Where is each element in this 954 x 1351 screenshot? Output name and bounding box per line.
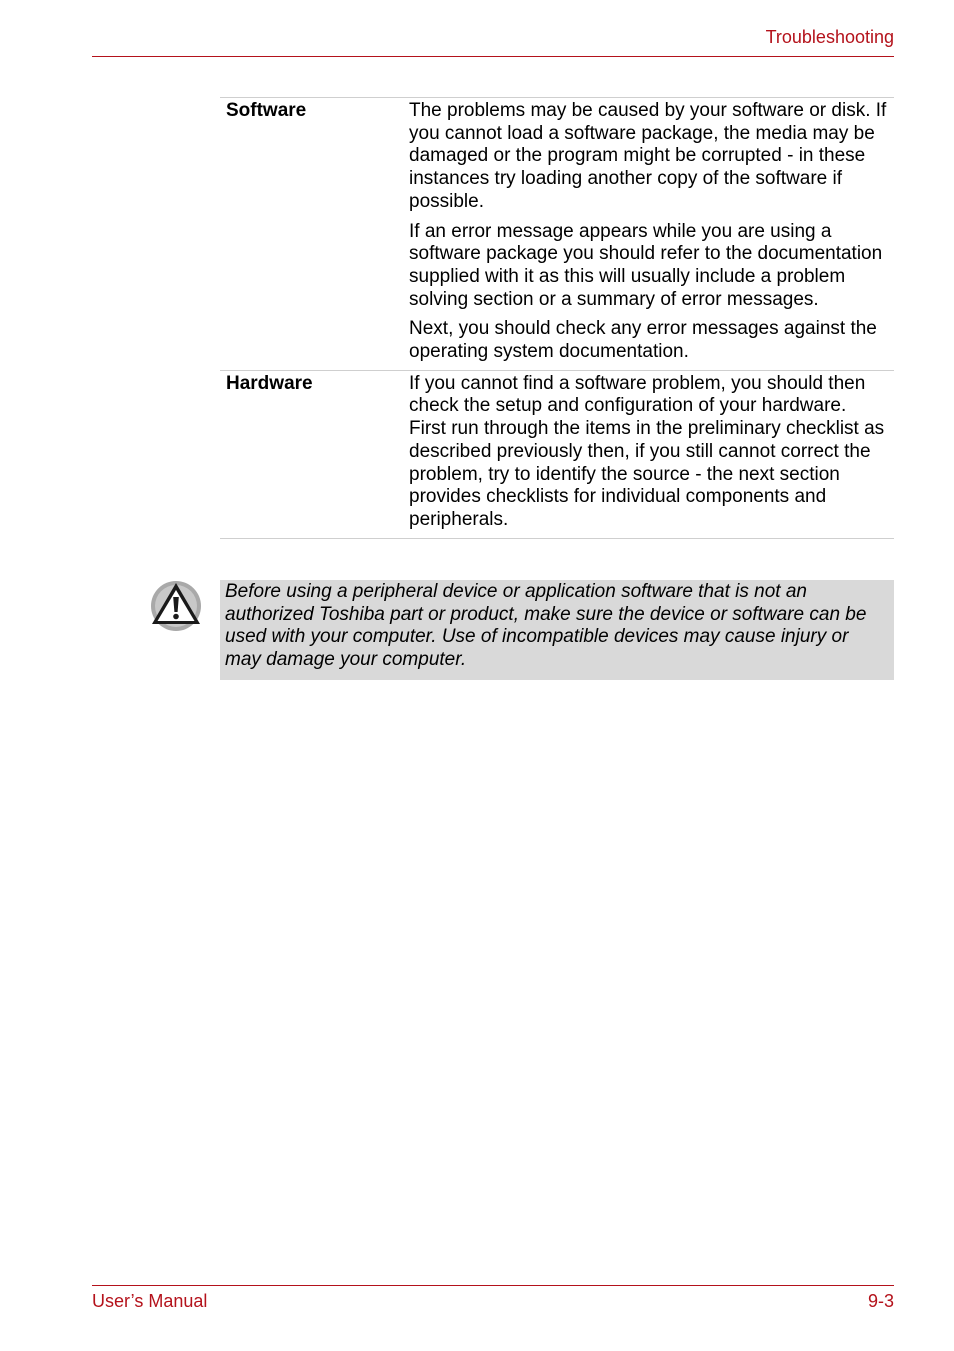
table-row-hardware — [220, 370, 894, 538]
description-paragraph: Next, you should check any error messages against the operating system documentation. — [409, 318, 877, 363]
table-row-software — [220, 98, 894, 371]
description-paragraph: If an error message appears while you are using a software package you should refer to the documentation supplied with it as this will usually include a problem solving section or a summary of error messages. — [409, 220, 883, 310]
footer-divider — [92, 1285, 894, 1286]
warning-text: Before using a peripheral device or application software that is not an authorized Toshiba part or product, make sure the device or software can be used with your computer. Use of incompatible devices may cause injury or may damage your computer. — [225, 581, 867, 671]
page-number: 9-3 — [867, 1291, 894, 1311]
warning-note — [220, 580, 894, 680]
section-title: Troubleshooting — [765, 27, 894, 47]
warning-triangle-icon — [150, 580, 202, 632]
footer-manual-title: User’s Manual — [92, 1291, 208, 1311]
troubleshooting-table — [220, 97, 894, 539]
row-description — [409, 98, 894, 371]
row-label: Hardware — [226, 372, 313, 394]
row-label: Software — [226, 100, 307, 121]
header-divider — [92, 56, 894, 57]
description-paragraph: If you cannot find a software problem, you should then check the setup and configuration of your hardware. First run through the items in the preliminary checklist as described previously then, if you still cannot correct the problem, try to identify the source - the next section provides checklists for individual components and peripherals. — [409, 372, 885, 530]
description-paragraph: The problems may be caused by your software or disk. If you cannot load a software package, the media may be damaged or the program might be corrupted - in these instances try loading another copy of the software if possible. — [409, 100, 887, 212]
row-description — [409, 370, 894, 538]
